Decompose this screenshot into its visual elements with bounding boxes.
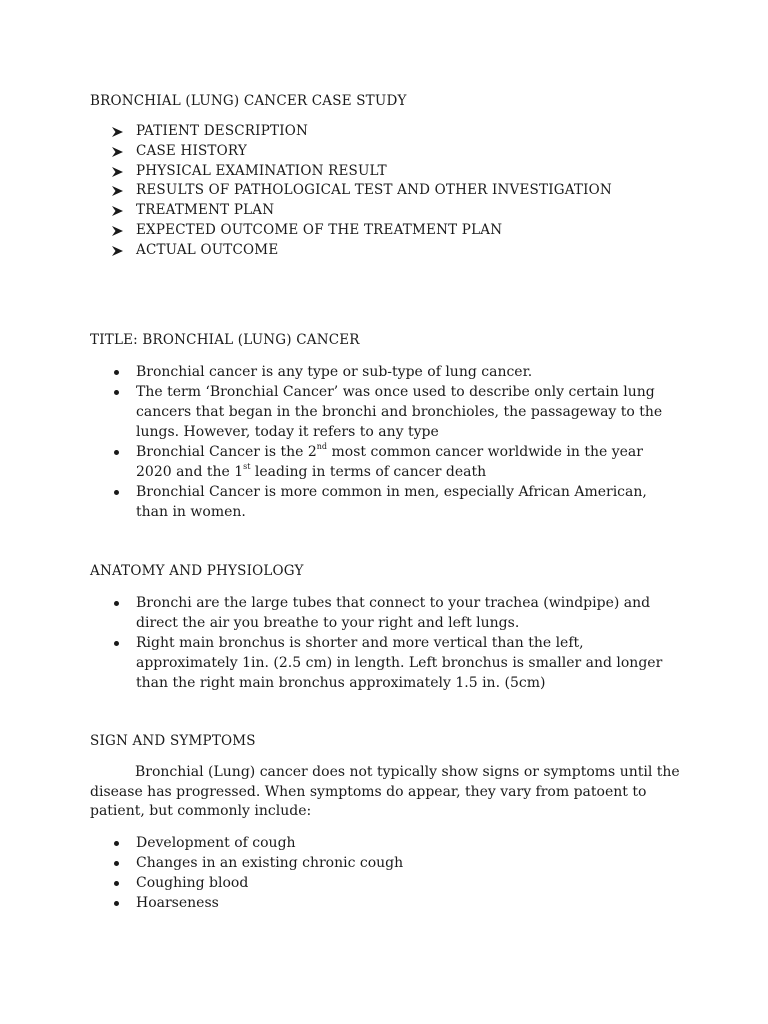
list-item [112, 382, 682, 442]
bullet-dot-icon [114, 490, 119, 495]
outline-item-label: PATIENT DESCRIPTION [136, 123, 309, 139]
arrowhead-bullet-icon [112, 201, 126, 221]
list-item-text: Coughing blood [136, 875, 249, 891]
arrowhead-bullet-icon [112, 241, 126, 261]
list-item-text: Bronchial cancer is any type or sub-type of lung cancer. [136, 364, 533, 380]
list-item-text: Bronchial Cancer is more common in men, especially African American, than in women. [136, 484, 647, 520]
symptoms-paragraph: Bronchial (Lung) cancer does not typically show signs or symptoms until the disease has progressed. When symptoms do appear, they vary from patoent to patient, but commonly include: [90, 764, 680, 819]
list-item-text: Bronchi are the large tubes that connect to your trachea (windpipe) and direct the air you breathe to your right and left lungs. [136, 595, 651, 631]
outline-item [112, 122, 682, 142]
arrowhead-bullet-icon [112, 162, 126, 182]
list-item [112, 362, 682, 382]
list-item-text: Hoarseness [136, 895, 219, 911]
list-item [112, 633, 682, 693]
list-item [112, 873, 682, 893]
arrowhead-bullet-icon [112, 221, 126, 241]
outline-item-label: RESULTS OF PATHOLOGICAL TEST AND OTHER INVESTIGATION [136, 182, 612, 199]
superscript: st [243, 462, 251, 471]
section-heading-title: TITLE: BRONCHIAL (LUNG) CANCER [90, 332, 360, 348]
list-item [112, 442, 682, 482]
list-item-text: Development of cough [136, 835, 296, 851]
outline-item-label: TREATMENT PLAN [136, 202, 275, 219]
list-item-text: Changes in an existing chronic cough [136, 855, 404, 871]
outline-item-label: EXPECTED OUTCOME OF THE TREATMENT PLAN [136, 221, 503, 238]
bullet-dot-icon [114, 370, 119, 375]
bullet-dot-icon [114, 450, 119, 455]
symptoms-bullets [112, 833, 682, 913]
outline-item [112, 181, 682, 201]
outline-item [112, 241, 682, 261]
anatomy-bullets [112, 593, 682, 693]
list-item [112, 833, 682, 853]
bullet-dot-icon [114, 601, 119, 606]
section-heading-symptoms: SIGN AND SYMPTOMS [90, 733, 256, 749]
outline-item [112, 201, 682, 221]
arrowhead-bullet-icon [112, 181, 126, 201]
bullet-dot-icon [114, 841, 119, 846]
outline-item [112, 142, 682, 162]
list-item-text: Bronchial Cancer is the 2nd most common cancer worldwide in the year 2020 and the 1st leading in terms of cancer death [136, 442, 643, 480]
bullet-dot-icon [114, 641, 119, 646]
outline-item-label: CASE HISTORY [136, 142, 247, 159]
list-item [112, 593, 682, 633]
list-item-text: The term ‘Bronchial Cancer’ was once used to describe only certain lung cancers that began in the bronchi and bronchioles, the passageway to the lungs. However, today it refers to any type [136, 384, 663, 440]
outline-item-label: ACTUAL OUTCOME [136, 241, 279, 258]
list-item [112, 482, 682, 522]
title-bullets [112, 362, 682, 522]
bullet-dot-icon [114, 390, 119, 395]
list-item [112, 893, 682, 913]
list-item-text: Right main bronchus is shorter and more vertical than the left, approximately 1in. (2.5 cm) in length. Left bronchus is smaller and longer than the right main bronchus approximately 1.5 in. (5cm) [136, 635, 663, 691]
arrowhead-bullet-icon [112, 122, 126, 142]
bullet-dot-icon [114, 861, 119, 866]
bullet-dot-icon [114, 881, 119, 886]
outline-list [112, 122, 682, 261]
outline-item [112, 162, 682, 182]
outline-item-label: PHYSICAL EXAMINATION RESULT [136, 162, 387, 179]
list-item [112, 853, 682, 873]
outline-item [112, 221, 682, 241]
bullet-dot-icon [114, 901, 119, 906]
superscript: nd [316, 442, 328, 451]
arrowhead-bullet-icon [112, 142, 126, 162]
section-heading-anatomy: ANATOMY AND PHYSIOLOGY [90, 563, 304, 579]
document-title: BRONCHIAL (LUNG) CANCER CASE STUDY [90, 93, 407, 109]
